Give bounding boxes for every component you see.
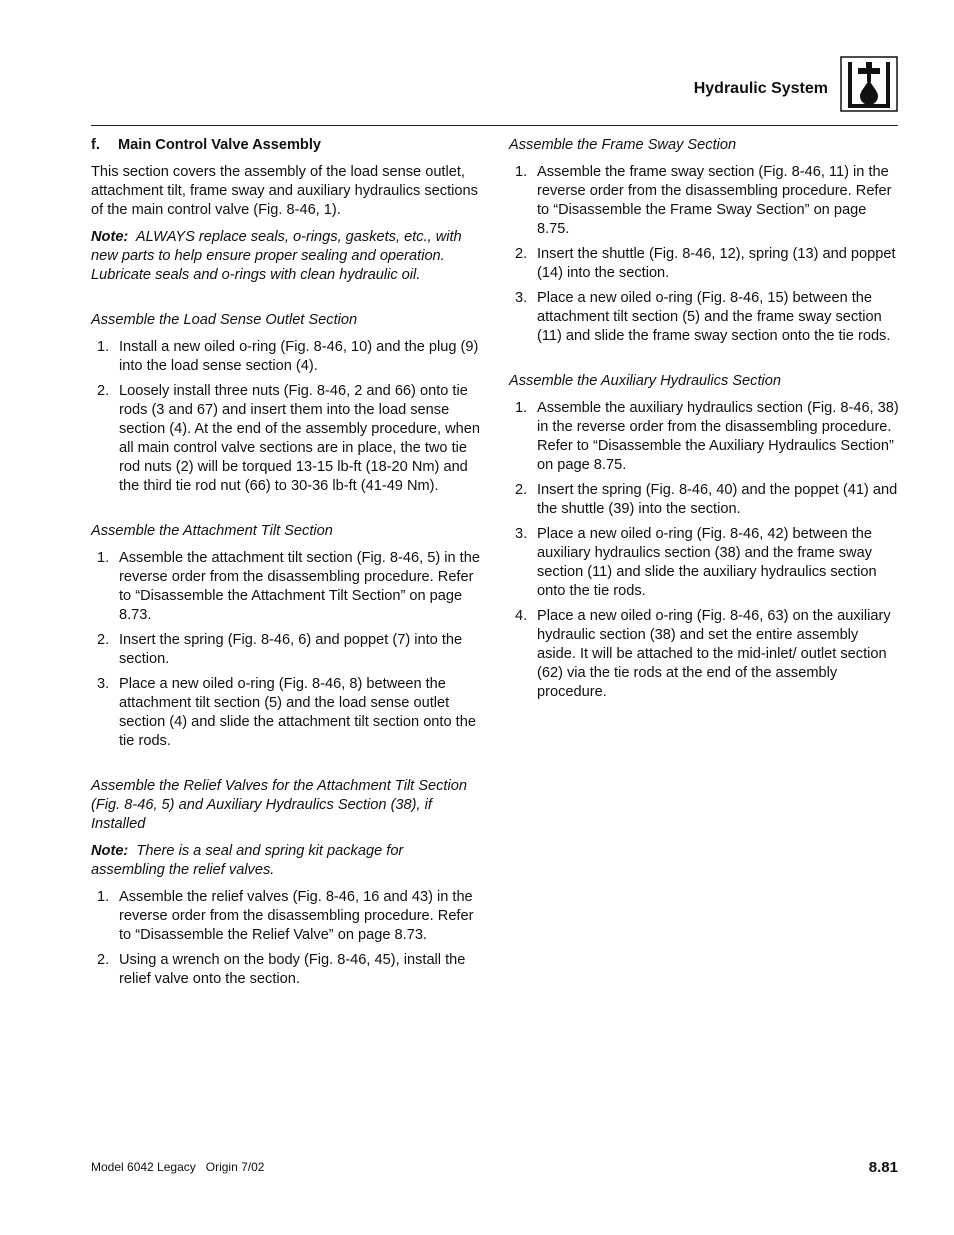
- section-title: Main Control Valve Assembly: [118, 137, 322, 153]
- auxiliary-hydraulics-steps: [509, 399, 899, 702]
- hydraulic-oil-icon: [840, 56, 898, 112]
- attachment-tilt-steps: [91, 549, 481, 751]
- page-number: 8.81: [868, 1159, 898, 1176]
- note-label: Note:: [91, 229, 129, 245]
- subheading-auxiliary-hydraulics: Assemble the Auxiliary Hydraulics Section: [509, 373, 781, 389]
- list-item: 1. Assemble the attachment tilt section (Fig. 8-46, 5) in the reverse order from the disassembling procedure. Refer to “Disassemble the Attachment Tilt Section” on page 8.73.: [97, 550, 480, 623]
- list-item: 3. Place a new oiled o-ring (Fig. 8-46, 15) between the attachment tilt section (5) and the frame sway section (11) and slide the frame sway section onto the tie rods.: [515, 290, 891, 344]
- subheading-relief-valves: Assemble the Relief Valves for the Attachment Tilt Section (Fig. 8-46, 5) and Auxiliary Hydraulics Section (38), if Installed: [91, 778, 467, 832]
- list-item: 2. Using a wrench on the body (Fig. 8-46, 45), install the relief valve onto the section.: [97, 952, 466, 987]
- subheading-load-sense: Assemble the Load Sense Outlet Section: [91, 312, 358, 328]
- list-item: 1. Install a new oiled o-ring (Fig. 8-46, 10) and the plug (9) into the load sense section (4).: [97, 339, 479, 374]
- list-item: 2. Insert the shuttle (Fig. 8-46, 12), spring (13) and poppet (14) into the section.: [515, 246, 896, 281]
- section-heading: [91, 136, 481, 155]
- header-rule: [91, 125, 898, 126]
- footer-model-info: Model 6042 Legacy Origin 7/02: [91, 1160, 265, 1174]
- note-text: ALWAYS replace seals, o-rings, gaskets, etc., with new parts to help ensure proper sealing and operation. Lubricate seals and o-rings with clean hydraulic oil.: [91, 229, 462, 283]
- list-item: 2. Insert the spring (Fig. 8-46, 40) and the poppet (41) and the shuttle (39) into the section.: [515, 482, 898, 517]
- note-kit: [91, 842, 481, 880]
- section-letter: f.: [91, 137, 100, 153]
- list-item: 4. Place a new oiled o-ring (Fig. 8-46, 63) on the auxiliary hydraulic section (38) and set the entire assembly aside. It will be attached to the mid-inlet/ outlet section (62) via the tie rods at the end of the assembly procedure.: [515, 608, 891, 700]
- right-column: [509, 136, 899, 708]
- list-item: 1. Assemble the auxiliary hydraulics section (Fig. 8-46, 38) in the reverse order from the disassembling procedure. Refer to “Disassemble the Auxiliary Hydraulics Section” on page 8.75.: [515, 400, 899, 473]
- intro-paragraph: This section covers the assembly of the load sense outlet, attachment tilt, frame sway and auxiliary hydraulics sections of the main control valve (Fig. 8-46, 1).: [91, 164, 478, 218]
- section-header-title: Hydraulic System: [693, 80, 828, 97]
- subheading-frame-sway: Assemble the Frame Sway Section: [509, 137, 737, 153]
- subheading-attachment-tilt: Assemble the Attachment Tilt Section: [91, 523, 333, 539]
- load-sense-steps: [91, 338, 481, 496]
- note-label: Note:: [91, 843, 129, 859]
- list-item: 1. Assemble the frame sway section (Fig. 8-46, 11) in the reverse order from the disassembling procedure. Refer to “Disassemble the Frame Sway Section” on page 8.75.: [515, 164, 892, 237]
- list-item: 2. Loosely install three nuts (Fig. 8-46, 2 and 66) onto tie rods (3 and 67) and insert them into the load sense section (4). At the end of the assembly procedure, when all main control valve sections are in place, the two tie rod nuts (2) will be torqued 13-15 lb-ft (18-20 Nm) and the third tie rod nut (66) to 30-36 lb-ft (41-49 Nm).: [97, 383, 480, 494]
- list-item: 3. Place a new oiled o-ring (Fig. 8-46, 42) between the auxiliary hydraulics section (38) and the frame sway section (11) and slide the auxiliary hydraulics section onto the tie rods.: [515, 526, 877, 599]
- relief-valve-steps: [91, 888, 481, 989]
- list-item: 2. Insert the spring (Fig. 8-46, 6) and poppet (7) into the section.: [97, 632, 463, 667]
- list-item: 1. Assemble the relief valves (Fig. 8-46, 16 and 43) in the reverse order from the disassembling procedure. Refer to “Disassemble the Relief Valve” on page 8.73.: [97, 889, 474, 943]
- frame-sway-steps: [509, 163, 899, 346]
- list-item: 3. Place a new oiled o-ring (Fig. 8-46, 8) between the attachment tilt section (5) and the load sense outlet section (4) and slide the attachment tilt section onto the tie rods.: [97, 676, 476, 749]
- left-column: [91, 136, 481, 995]
- note-text: There is a seal and spring kit package for assembling the relief valves.: [91, 843, 404, 878]
- note-seals: [91, 228, 481, 285]
